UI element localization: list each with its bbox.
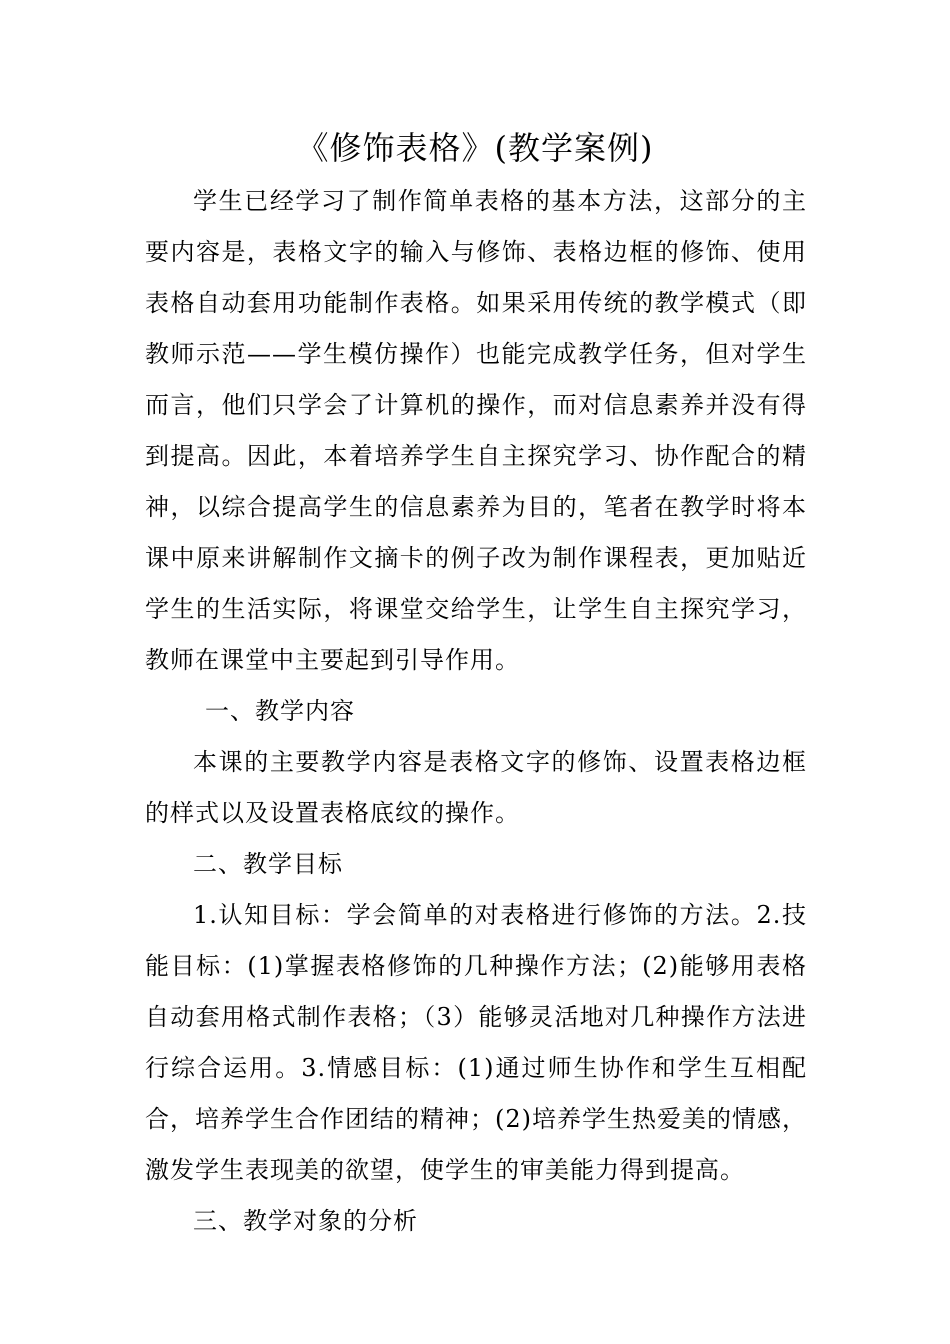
- section-heading-objectives: 二、教学目标: [193, 850, 343, 878]
- section-body-objectives: 1.认知目标：学会简单的对表格进行修饰的方法。2.技能目标：(1)掌握表格修饰的几种操作方法；(2)能够用表格自动套用格式制作表格；（3）能够灵活地对几种操作方法进行综合运用。3.情感目标：(1)通过师生协作和学生互相配合，培养学生合作团结的精神；(2)培养学生热爱美的情感，激发学生表现美的欲望，使学生的审美能力得到提高。: [145, 901, 807, 1184]
- document-body: [145, 176, 807, 1247]
- intro-paragraph: 学生已经学习了制作简单表格的基本方法，这部分的主要内容是，表格文字的输入与修饰、表格边框的修饰、使用表格自动套用功能制作表格。如果采用传统的教学模式（即教师示范——学生模仿操作）也能完成教学任务，但对学生而言，他们只学会了计算机的操作，而对信息素养并没有得到提高。因此，本着培养学生自主探究学习、协作配合的精神，以综合提高学生的信息素养为目的，笔者在教学时将本课中原来讲解制作文摘卡的例子改为制作课程表，更加贴近学生的生活实际，将课堂交给学生，让学生自主探究学习，教师在课堂中主要起到引导作用。: [145, 187, 807, 674]
- document-title: 《修饰表格》(教学案例): [296, 129, 654, 167]
- section-heading-content: 一、教学内容: [205, 697, 355, 725]
- section-heading-audience: 三、教学对象的分析: [193, 1207, 418, 1235]
- section-body-content: 本课的主要教学内容是表格文字的修饰、设置表格边框的样式以及设置表格底纹的操作。: [145, 748, 807, 827]
